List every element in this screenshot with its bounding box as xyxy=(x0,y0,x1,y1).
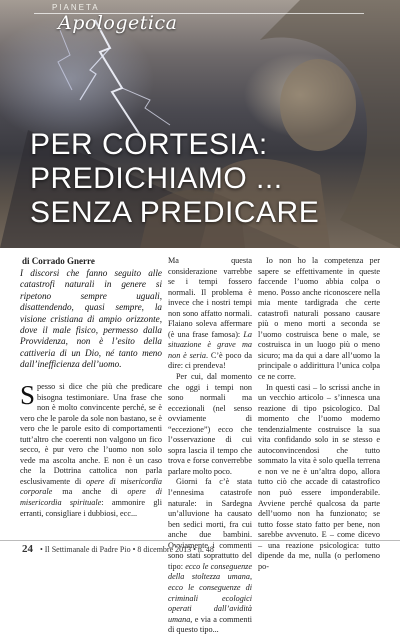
page-number: 24 xyxy=(22,543,33,555)
article-column-3 xyxy=(258,256,380,572)
footer-text: • Il Settimanale di Padre Pio • 8 dicembre 2013 • n. 48 xyxy=(40,545,214,554)
page-footer xyxy=(0,540,400,560)
article-headline xyxy=(30,128,370,230)
section-tab xyxy=(34,0,184,38)
text-run: Giorni fa c’è stata l’ennesima catastrofe naturale: in Sardegna un’alluvione ha causato ben sedici morti, fra cui anche due bambini. Ovviamente i commenti sono stati soprattutto del tipo: xyxy=(168,477,252,571)
headline-line-1: PER CORTESIA: xyxy=(30,128,268,161)
headline-line-3: SENZA PREDICARE xyxy=(30,196,320,229)
article-column-1 xyxy=(20,382,162,519)
pull-quote: I discorsi che fanno seguito alle catastrofi naturali in genere si ripetono sempre uguali, disattendendo, quasi sempre, la visione cristiana di ampio orizzonte, dove il male fisico, permesso dalla Provvidenza, non è l’esito della cattiveria di un Dio, né tanto meno dall’inefficienza dell’uomo. xyxy=(20,268,162,376)
text-run: Ma questa considerazione varrebbe se i tempi fossero normali. Il problema è invece che i nostri tempi non sono affatto normali. Flaiano soleva affermare (è una frase famosa): xyxy=(168,256,252,339)
section-label-big: Apologetica xyxy=(58,12,178,34)
text-run: , e via a commenti di questo tipo... xyxy=(168,614,252,635)
text-run: pesso si dice che più che predicare bisogna testimoniare. Una frase che non è molto convincente perché, se è vero che le parole da sole non bastano, se è vero che le parole esito di comportamenti tutt’altro che coerenti non valgono un fico secco, è pur vero che l’uomo non solo vede ma ascolta anche. E non è un caso che la Dottrina cattolica non parla esclusivamente di xyxy=(20,382,162,486)
emphasis: opere di misericordia corporale xyxy=(20,476,163,497)
byline: di Corrado Gnerre xyxy=(22,256,95,266)
headline-line-2: PREDICHIAMO ... xyxy=(30,162,283,195)
drop-cap: S xyxy=(20,380,36,410)
text-run: : ammonire gli erranti, consigliare i dubbiosi, ecc... xyxy=(20,498,162,518)
emphasis: La situazione è grave ma non è seria xyxy=(168,329,252,360)
hero-image xyxy=(0,0,400,248)
paragraph: Per cui, dal momento che oggi i tempi non sono normali ma eccezionali (nel senso ovviamente di “eccezione”) ecco che l’osservazione di cui sopra lascia il tempo che trova e forse converrebbe parlare molto poco. xyxy=(168,372,252,476)
footer-rule xyxy=(0,540,400,541)
paragraph: In questi casi – lo scrissi anche in un vecchio articolo – s’innesca una reazione di tipo psicologico. Dal momento che l’uomo moderno tendenzialmente costruisce la sua vita confidando solo in se stesso e autoconvincendosi che tutto sommato la vita è solo quella terrena e non ve ne è un’altra dopo, allora tutto ciò che accade di catastrofico non può essere imponderabile. Avviene perché qualcosa da parte dell’uomo non ha funzionato; se tutto fosse stato fatto per bene, non sarebbe avvenuto. E – come dicevo – una reazione psicologica: tutto dipende da me, nulla (o perlomeno po- xyxy=(258,382,380,571)
section-label-small: PIANETA xyxy=(52,3,100,12)
emphasis: opere di misericordia spirituale xyxy=(20,487,162,508)
text-run: . C’è poco da dire: ci prendeva! xyxy=(168,350,252,371)
emphasis: ecco le conseguenze della stoltezza umana, ecco le conseguenze di criminali ecologici operati dall’avidità umana xyxy=(168,561,252,624)
paragraph xyxy=(20,382,162,519)
paragraph: Io non ho la competenza per sapere se effettivamente in queste faccende l’uomo abbia colpa o meno. Posso anche riconoscere nella mia mente tardigrada che certe catastrofi naturali possano causare più o meno morti a seconda se l’uomo costruisca bene o male, se costruisca in un luogo più o meno sicuro; ma da qui a dare all’uomo la principale o addirittura l’unica colpa ce ne corre. xyxy=(258,256,380,382)
paragraph xyxy=(168,256,252,372)
article-column-2 xyxy=(168,256,252,636)
text-run: ma anche di xyxy=(52,487,128,497)
